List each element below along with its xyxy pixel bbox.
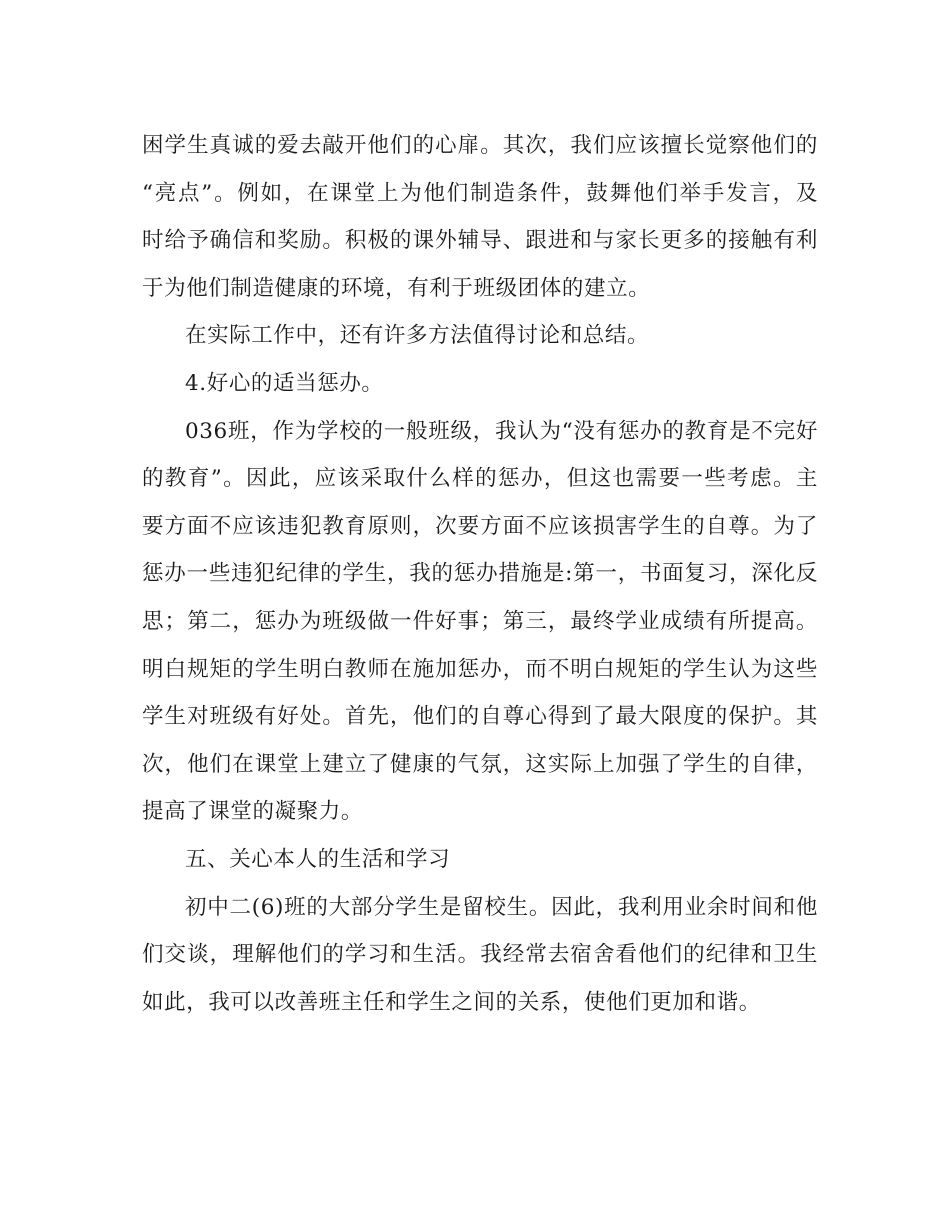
text-line: 五、关心本人的生活和学习: [185, 846, 451, 872]
text-line: 036班，作为学校的一般班级，我认为“没有惩办的教育是不完好: [185, 418, 818, 444]
text-line: 4.好心的适当惩办。: [185, 370, 384, 396]
text-line: 思；第二，惩办为班级做一件好事；第三，最终学业成绩有所提高。: [142, 608, 818, 634]
text-line: 初中二(6)班的大部分学生是留校生。因此，我利用业余时间和他: [185, 894, 818, 920]
text-line: 惩办一些违犯纪律的学生，我的惩办措施是:第一，书面复习，深化反: [142, 561, 818, 587]
text-line: 困学生真诚的爱去敲开他们的心扉。其次，我们应该擅长觉察他们的: [142, 133, 818, 158]
text-line: 提高了课堂的凝聚力。: [142, 799, 364, 825]
document-body: [142, 122, 818, 1026]
text-line: 时给予确信和奖励。积极的课外辅导、跟进和与家长更多的接触有利: [142, 228, 818, 254]
text-line: 们交谈，理解他们的学习和生活。我经常去宿舍看他们的纪律和卫生: [142, 942, 818, 968]
text-line: 的教育”。因此，应该采取什么样的惩办，但这也需要一些考虑。主: [142, 466, 818, 492]
text-line: 如此，我可以改善班主任和学生之间的关系，使他们更加和谐。: [142, 989, 761, 1015]
text-line: 次，他们在课堂上建立了健康的气氛，这实际上加强了学生的自律，: [142, 751, 818, 777]
text-line: 明白规矩的学生明白教师在施加惩办，而不明白规矩的学生认为这些: [142, 656, 818, 682]
text-line: 于为他们制造健康的环境，有利于班级团体的建立。: [142, 275, 651, 301]
text-line: 要方面不应该违犯教育原则，次要方面不应该损害学生的自尊。为了: [142, 513, 818, 539]
text-line: 在实际工作中，还有许多方法值得讨论和总结。: [185, 323, 650, 349]
text-line: 学生对班级有好处。首先，他们的自尊心得到了最大限度的保护。其: [142, 704, 818, 730]
text-line: “亮点”。例如，在课堂上为他们制造条件，鼓舞他们举手发言，及: [142, 180, 818, 206]
